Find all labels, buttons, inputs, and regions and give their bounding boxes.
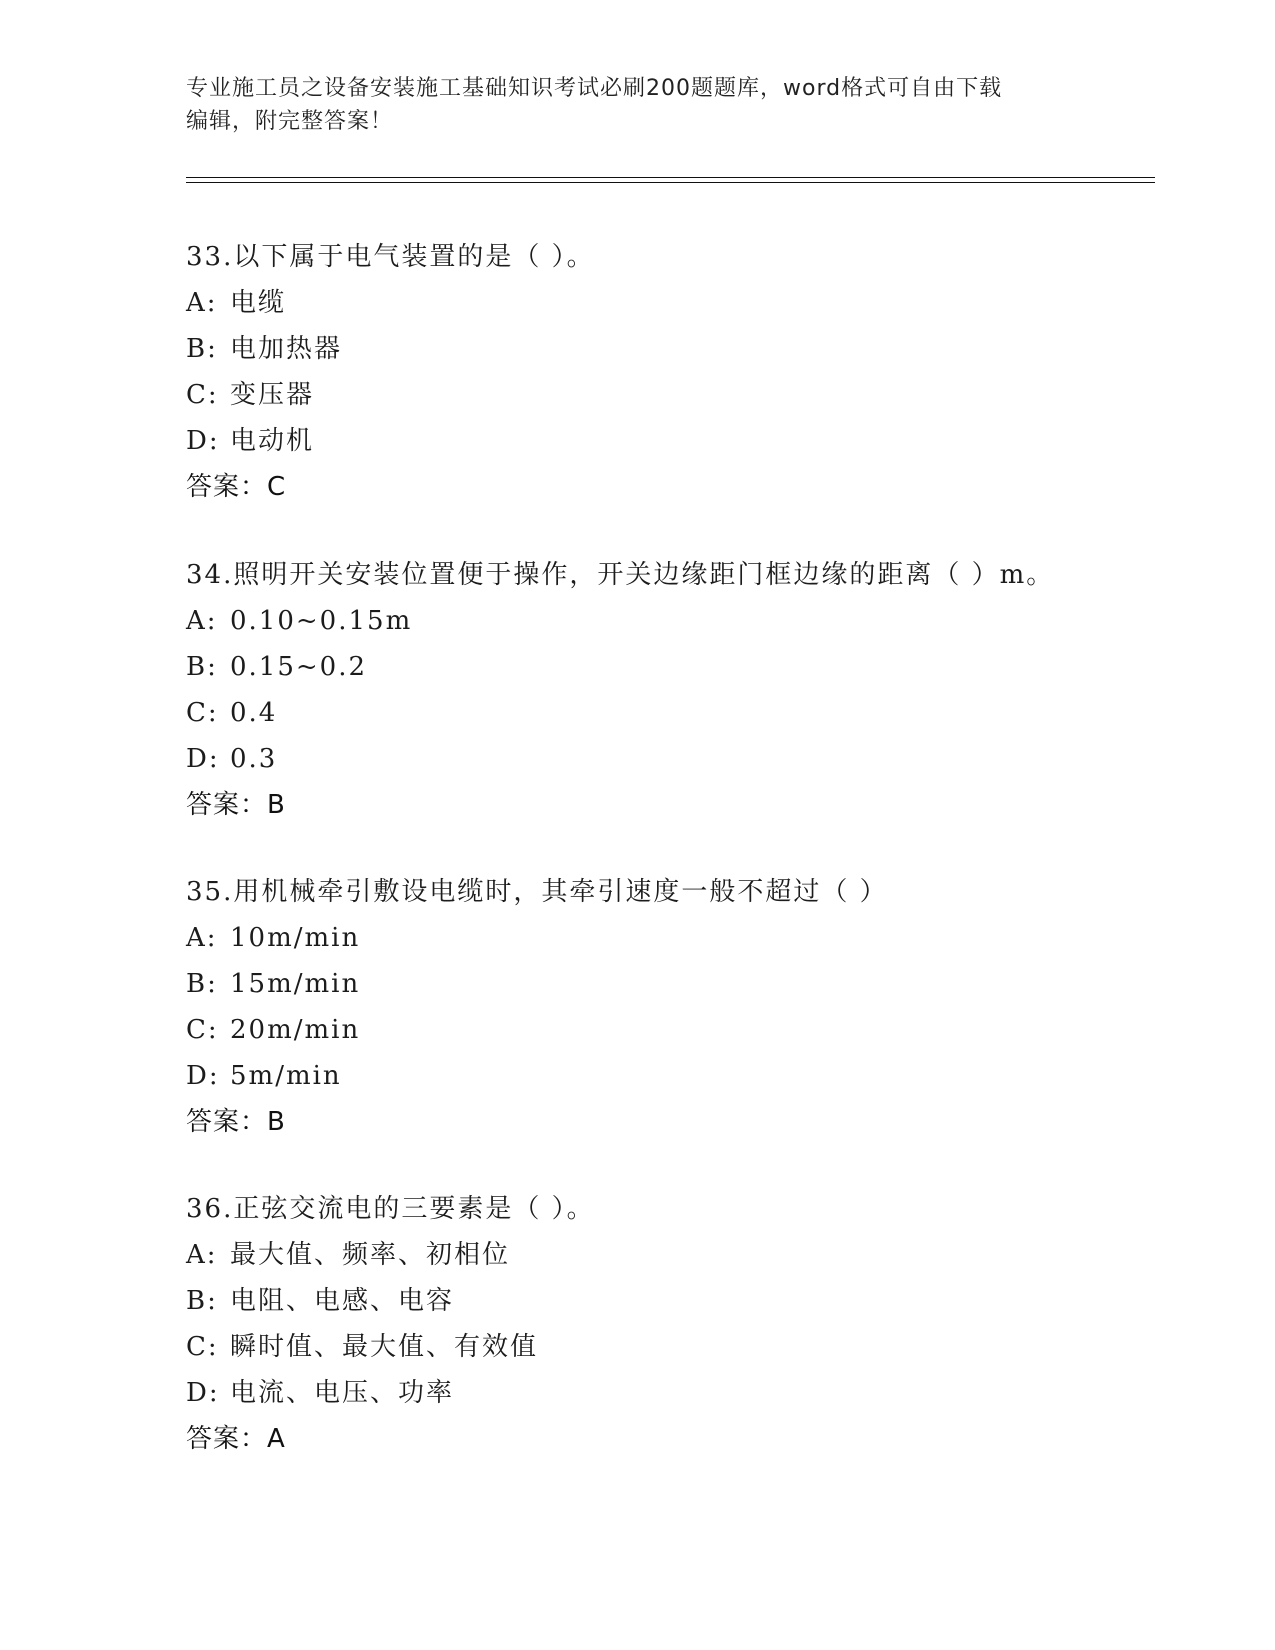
answer-line: 答案：B xyxy=(186,790,286,820)
question-stem: 36.正弦交流电的三要素是（ ）。 xyxy=(186,1194,595,1224)
option-text: 0.3 xyxy=(230,744,278,774)
option-key: C: xyxy=(186,380,219,410)
option-text: 0.15~0.2 xyxy=(230,652,368,682)
question-36 xyxy=(186,1194,1146,1470)
header-divider-bottom xyxy=(186,182,1155,183)
option-b xyxy=(186,1286,1146,1332)
option-key: B: xyxy=(186,652,218,682)
option-text: 电阻、电感、电容 xyxy=(230,1286,455,1316)
option-key: A: xyxy=(186,288,218,318)
question-stem: 34.照明开关安装位置便于操作，开关边缘距门框边缘的距离（ ）m。 xyxy=(186,560,1055,590)
option-key: D: xyxy=(186,1378,220,1408)
option-a xyxy=(186,1240,1146,1286)
option-text: 电加热器 xyxy=(230,334,343,364)
option-key: B: xyxy=(186,1286,218,1316)
option-c xyxy=(186,1015,1146,1061)
header-divider-top xyxy=(186,177,1155,178)
option-c xyxy=(186,1332,1146,1378)
option-text: 最大值、频率、初相位 xyxy=(230,1240,511,1270)
option-key: D: xyxy=(186,744,220,774)
option-text: 5m/min xyxy=(230,1061,342,1091)
option-key: A: xyxy=(186,606,218,636)
option-c xyxy=(186,380,1146,426)
answer-line: 答案：B xyxy=(186,1107,286,1137)
option-c xyxy=(186,698,1146,744)
option-text: 电流、电压、功率 xyxy=(230,1378,455,1408)
option-text: 电缆 xyxy=(230,288,287,318)
document-header xyxy=(186,72,1066,138)
option-key: C: xyxy=(186,1332,219,1362)
option-d xyxy=(186,744,1146,790)
option-d xyxy=(186,426,1146,472)
option-a xyxy=(186,606,1146,652)
option-a xyxy=(186,923,1146,969)
option-text: 电动机 xyxy=(230,426,315,456)
option-key: B: xyxy=(186,334,218,364)
option-text: 瞬时值、最大值、有效值 xyxy=(230,1332,539,1362)
question-33 xyxy=(186,242,1146,518)
question-stem: 35.用机械牵引敷设电缆时，其牵引速度一般不超过（ ） xyxy=(186,877,888,907)
option-text: 10m/min xyxy=(230,923,361,953)
option-text: 15m/min xyxy=(230,969,361,999)
option-key: C: xyxy=(186,1015,219,1045)
option-key: D: xyxy=(186,426,220,456)
option-key: C: xyxy=(186,698,219,728)
question-34 xyxy=(186,560,1146,836)
option-b xyxy=(186,652,1146,698)
header-title-line-2: 编辑，附完整答案！ xyxy=(186,109,394,134)
option-b xyxy=(186,334,1146,380)
answer-line: 答案：A xyxy=(186,1424,286,1454)
option-key: B: xyxy=(186,969,218,999)
question-35 xyxy=(186,877,1146,1153)
option-d xyxy=(186,1061,1146,1107)
option-text: 0.4 xyxy=(230,698,278,728)
option-key: D: xyxy=(186,1061,220,1091)
option-b xyxy=(186,969,1146,1015)
answer-line: 答案：C xyxy=(186,472,287,502)
question-stem: 33.以下属于电气装置的是（ ）。 xyxy=(186,242,595,272)
option-key: A: xyxy=(186,923,218,953)
header-title-line-1: 专业施工员之设备安装施工基础知识考试必刷200题题库，word格式可自由下载 xyxy=(186,76,1003,101)
option-key: A: xyxy=(186,1240,218,1270)
option-text: 20m/min xyxy=(230,1015,361,1045)
option-a xyxy=(186,288,1146,334)
option-text: 0.10~0.15m xyxy=(230,606,413,636)
option-text: 变压器 xyxy=(230,380,315,410)
option-d xyxy=(186,1378,1146,1424)
